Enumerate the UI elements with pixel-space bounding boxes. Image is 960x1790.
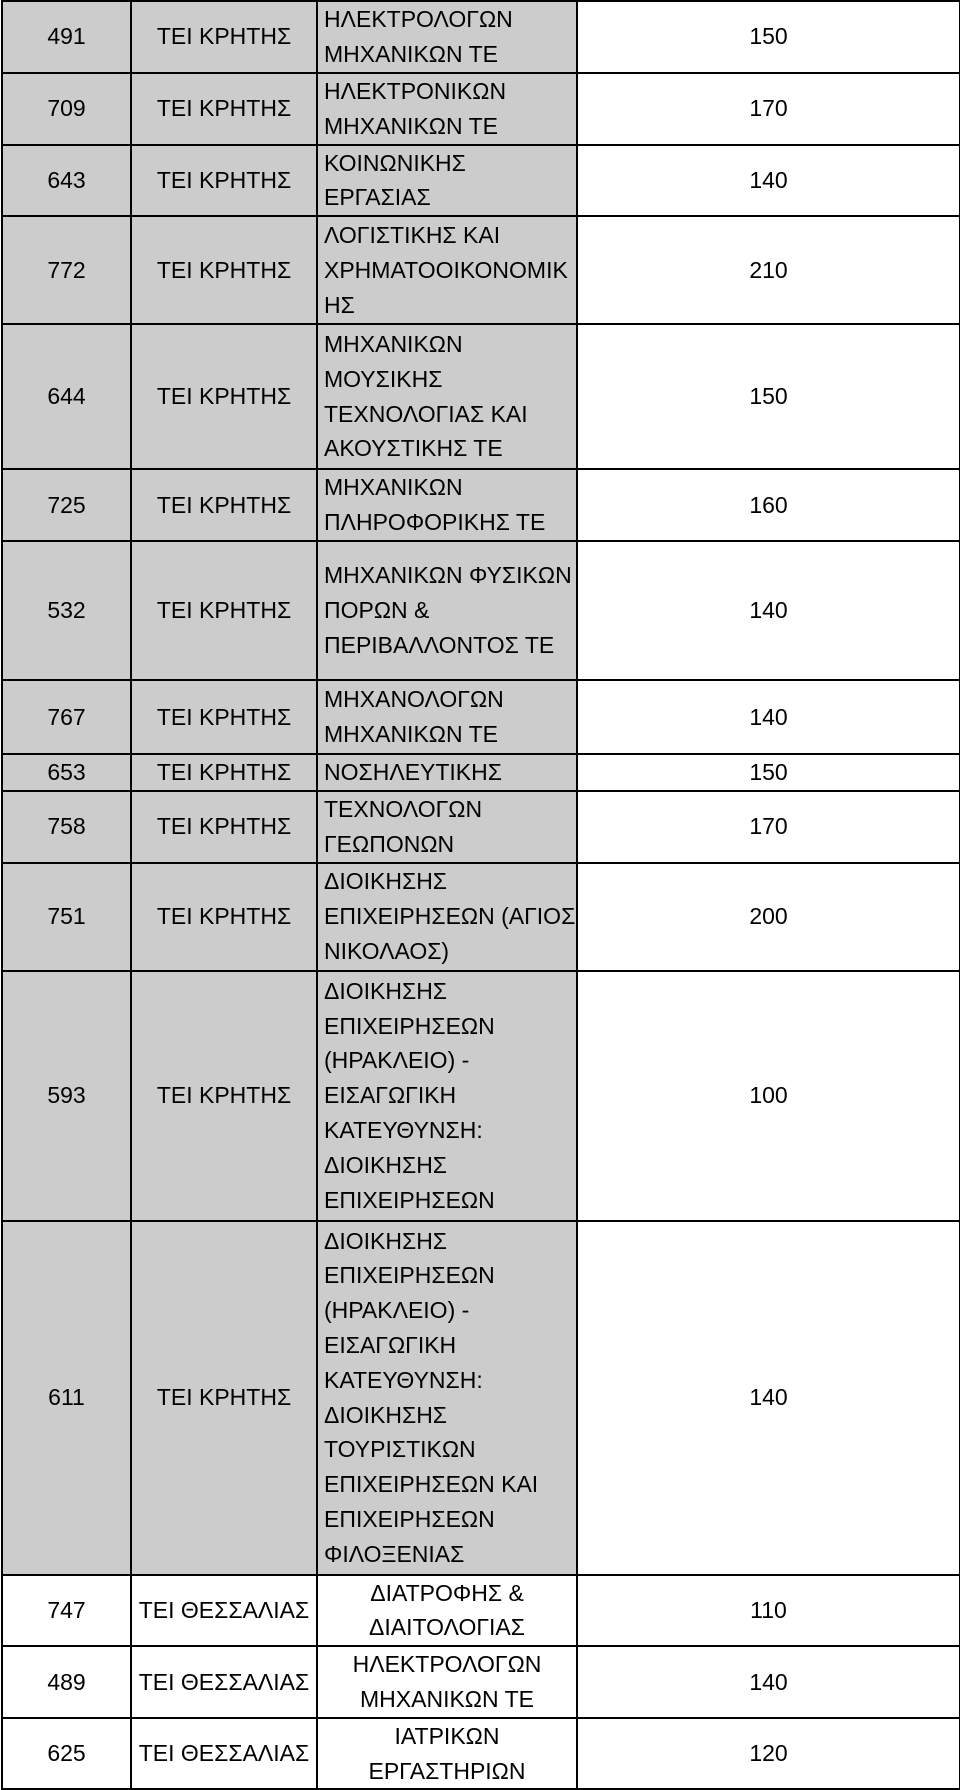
institution-cell: ΤΕΙ ΚΡΗΤΗΣ <box>131 324 317 469</box>
department-cell: ΔΙΟΙΚΗΣΗΣ ΕΠΙΧΕΙΡΗΣΕΩΝ (ΑΓΙΟΣ ΝΙΚΟΛΑΟΣ) <box>317 863 577 971</box>
table-row <box>2 73 960 145</box>
department-cell: ΗΛΕΚΤΡΟΛΟΓΩΝ ΜΗΧΑΝΙΚΩΝ ΤΕ <box>317 1646 577 1718</box>
table-row <box>2 469 960 541</box>
positions-cell: 140 <box>577 1646 960 1718</box>
department-cell: ΗΛΕΚΤΡΟΝΙΚΩΝ ΜΗΧΑΝΙΚΩΝ ΤΕ <box>317 73 577 145</box>
program-code-cell: 653 <box>2 754 131 791</box>
program-code-cell: 491 <box>2 1 131 73</box>
institution-cell: ΤΕΙ ΚΡΗΤΗΣ <box>131 971 317 1221</box>
institution-cell: ΤΕΙ ΚΡΗΤΗΣ <box>131 73 317 145</box>
department-cell: ΜΗΧΑΝΙΚΩΝ ΜΟΥΣΙΚΗΣ ΤΕΧΝΟΛΟΓΙΑΣ ΚΑΙ ΑΚΟΥΣΤΙΚΗΣ ΤΕ <box>317 324 577 469</box>
program-code-cell: 709 <box>2 73 131 145</box>
table-row <box>2 145 960 217</box>
department-cell: ΔΙΟΙΚΗΣΗΣ ΕΠΙΧΕΙΡΗΣΕΩΝ (ΗΡΑΚΛΕΙΟ) - ΕΙΣΑΓΩΓΙΚΗ ΚΑΤΕΥΘΥΝΣΗ: ΔΙΟΙΚΗΣΗΣ ΤΟΥΡΙΣΤΙΚΩΝ ΕΠΙΧΕΙΡΗΣΕΩΝ ΚΑΙ ΕΠΙΧΕΙΡΗΣΕΩΝ ΦΙΛΟΞΕΝΙΑΣ <box>317 1221 577 1575</box>
positions-cell: 160 <box>577 469 960 541</box>
institution-cell: ΤΕΙ ΚΡΗΤΗΣ <box>131 541 317 680</box>
program-code-cell: 767 <box>2 680 131 754</box>
department-cell: ΛΟΓΙΣΤΙΚΗΣ ΚΑΙ ΧΡΗΜΑΤΟΟΙΚΟΝΟΜΙΚ ΗΣ <box>317 216 577 324</box>
department-cell: ΗΛΕΚΤΡΟΛΟΓΩΝ ΜΗΧΑΝΙΚΩΝ ΤΕ <box>317 1 577 73</box>
table-row <box>2 791 960 863</box>
program-code-cell: 489 <box>2 1646 131 1718</box>
table-row <box>2 1 960 73</box>
table-row <box>2 1718 960 1790</box>
table-row <box>2 680 960 754</box>
table-row <box>2 1575 960 1647</box>
department-cell: ΔΙΟΙΚΗΣΗΣ ΕΠΙΧΕΙΡΗΣΕΩΝ (ΗΡΑΚΛΕΙΟ) - ΕΙΣΑΓΩΓΙΚΗ ΚΑΤΕΥΘΥΝΣΗ: ΔΙΟΙΚΗΣΗΣ ΕΠΙΧΕΙΡΗΣΕΩΝ <box>317 971 577 1221</box>
department-cell: ΔΙΑΤΡΟΦΗΣ & ΔΙΑΙΤΟΛΟΓΙΑΣ <box>317 1575 577 1647</box>
program-code-cell: 644 <box>2 324 131 469</box>
department-cell: ΜΗΧΑΝΟΛΟΓΩΝ ΜΗΧΑΝΙΚΩΝ ΤΕ <box>317 680 577 754</box>
program-code-cell: 625 <box>2 1718 131 1790</box>
table-row <box>2 324 960 469</box>
positions-cell: 140 <box>577 541 960 680</box>
institution-cell: ΤΕΙ ΚΡΗΤΗΣ <box>131 791 317 863</box>
positions-cell: 200 <box>577 863 960 971</box>
institution-cell: ΤΕΙ ΚΡΗΤΗΣ <box>131 145 317 217</box>
department-cell: ΤΕΧΝΟΛΟΓΩΝ ΓΕΩΠΟΝΩΝ <box>317 791 577 863</box>
institution-cell: ΤΕΙ ΘΕΣΣΑΛΙΑΣ <box>131 1575 317 1647</box>
program-code-cell: 725 <box>2 469 131 541</box>
positions-cell: 150 <box>577 1 960 73</box>
table-row <box>2 1221 960 1575</box>
institution-cell: ΤΕΙ ΚΡΗΤΗΣ <box>131 754 317 791</box>
institution-cell: ΤΕΙ ΚΡΗΤΗΣ <box>131 216 317 324</box>
program-code-cell: 758 <box>2 791 131 863</box>
positions-cell: 150 <box>577 754 960 791</box>
program-code-cell: 611 <box>2 1221 131 1575</box>
positions-cell: 140 <box>577 680 960 754</box>
table-row <box>2 541 960 680</box>
positions-cell: 140 <box>577 1221 960 1575</box>
department-cell: ΜΗΧΑΝΙΚΩΝ ΠΛΗΡΟΦΟΡΙΚΗΣ ΤΕ <box>317 469 577 541</box>
department-cell: ΜΗΧΑΝΙΚΩΝ ΦΥΣΙΚΩΝ ΠΟΡΩΝ & ΠΕΡΙΒΑΛΛΟΝΤΟΣ ΤΕ <box>317 541 577 680</box>
department-cell: ΙΑΤΡΙΚΩΝ ΕΡΓΑΣΤΗΡΙΩΝ <box>317 1718 577 1790</box>
institution-cell: ΤΕΙ ΚΡΗΤΗΣ <box>131 1 317 73</box>
program-code-cell: 532 <box>2 541 131 680</box>
positions-cell: 170 <box>577 73 960 145</box>
program-code-cell: 751 <box>2 863 131 971</box>
program-code-cell: 593 <box>2 971 131 1221</box>
table-row <box>2 1646 960 1718</box>
institution-cell: ΤΕΙ ΚΡΗΤΗΣ <box>131 863 317 971</box>
institution-cell: ΤΕΙ ΚΡΗΤΗΣ <box>131 680 317 754</box>
table-row <box>2 863 960 971</box>
table-row <box>2 216 960 324</box>
table-row <box>2 971 960 1221</box>
department-cell: ΝΟΣΗΛΕΥΤΙΚΗΣ <box>317 754 577 791</box>
positions-cell: 140 <box>577 145 960 217</box>
positions-cell: 100 <box>577 971 960 1221</box>
institution-cell: ΤΕΙ ΘΕΣΣΑΛΙΑΣ <box>131 1718 317 1790</box>
positions-cell: 210 <box>577 216 960 324</box>
table-row <box>2 754 960 791</box>
positions-cell: 120 <box>577 1718 960 1790</box>
program-code-cell: 747 <box>2 1575 131 1647</box>
program-code-cell: 772 <box>2 216 131 324</box>
positions-cell: 170 <box>577 791 960 863</box>
positions-cell: 150 <box>577 324 960 469</box>
program-code-cell: 643 <box>2 145 131 217</box>
positions-cell: 110 <box>577 1575 960 1647</box>
programs-table <box>1 0 960 1790</box>
institution-cell: ΤΕΙ ΚΡΗΤΗΣ <box>131 1221 317 1575</box>
department-cell: ΚΟΙΝΩΝΙΚΗΣ ΕΡΓΑΣΙΑΣ <box>317 145 577 217</box>
institution-cell: ΤΕΙ ΘΕΣΣΑΛΙΑΣ <box>131 1646 317 1718</box>
institution-cell: ΤΕΙ ΚΡΗΤΗΣ <box>131 469 317 541</box>
